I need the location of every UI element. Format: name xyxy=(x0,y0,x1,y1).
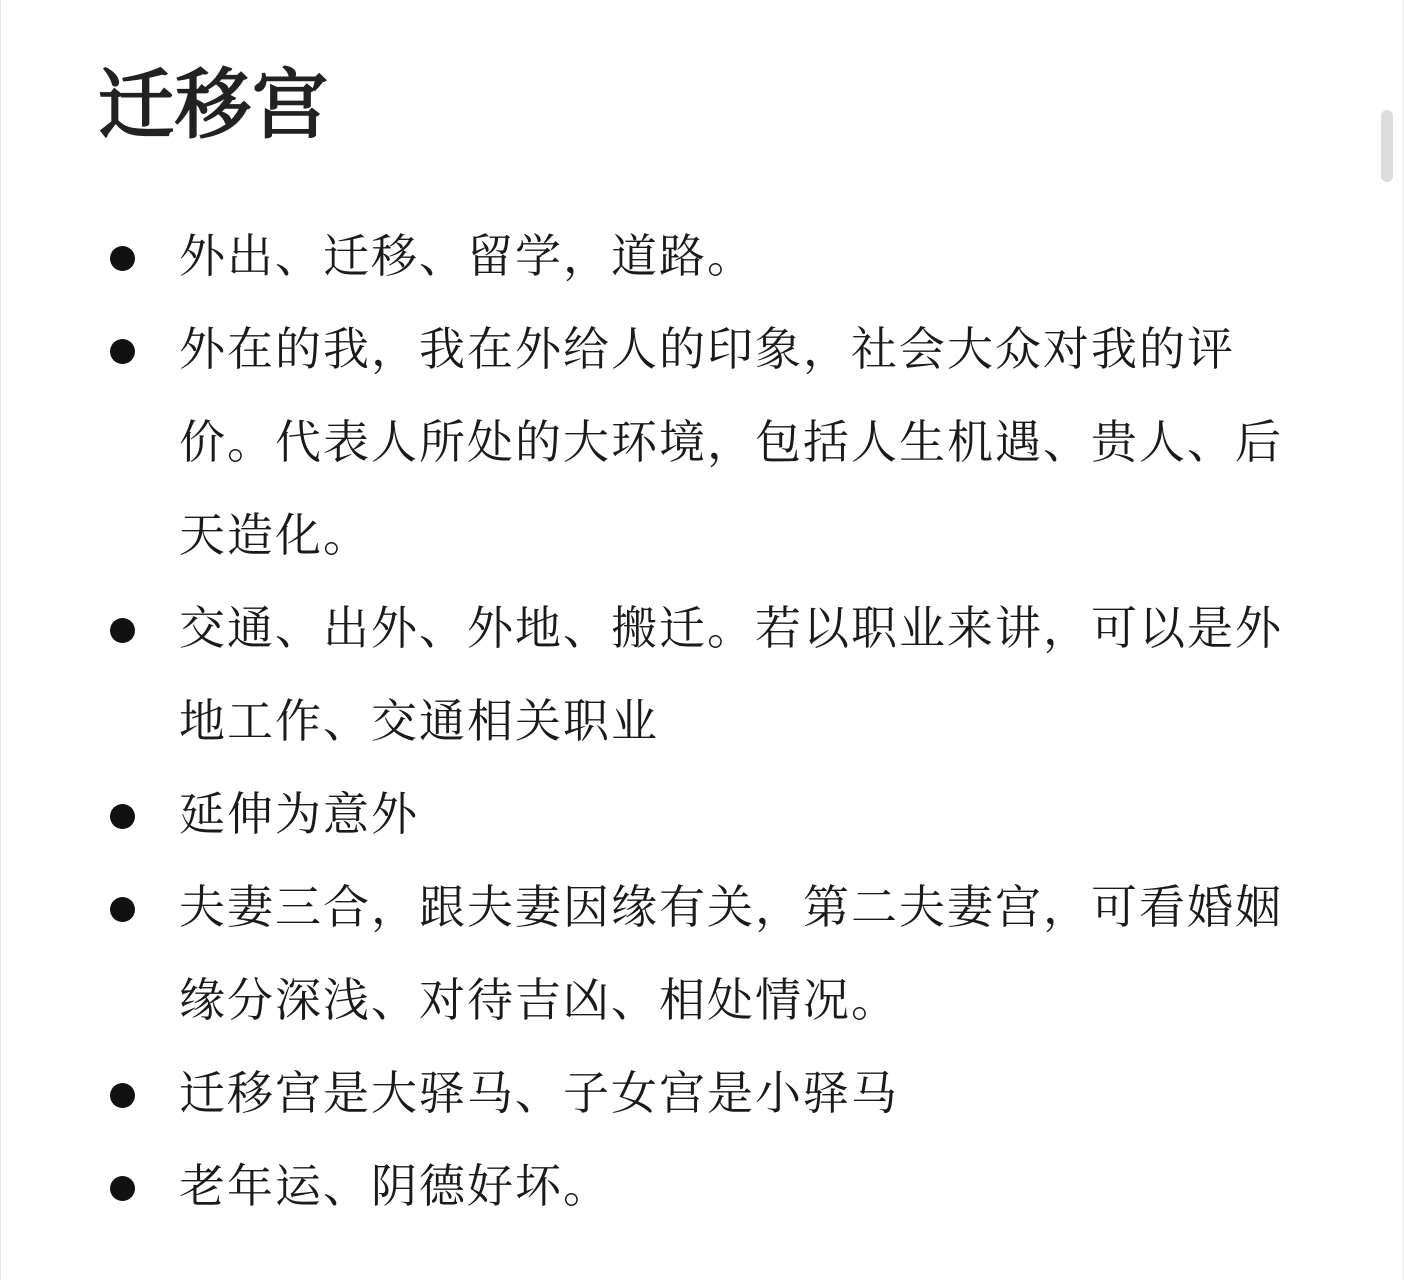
page-title: 迁移宫 xyxy=(98,60,329,149)
bullet-icon xyxy=(110,339,135,364)
list-item-text: 交通、出外、外地、搬迁。若以职业来讲，可以是外地工作、交通相关职业 xyxy=(179,601,1283,748)
list-item xyxy=(1,303,1404,582)
list-item-text: 夫妻三合，跟夫妻因缘有关，第二夫妻宫，可看婚姻缘分深浅、对待吉凶、相处情况。 xyxy=(179,880,1283,1027)
bullet-list xyxy=(1,210,1404,1233)
bullet-icon xyxy=(110,804,135,829)
bullet-icon xyxy=(110,246,135,271)
bullet-icon xyxy=(110,897,135,922)
list-item xyxy=(1,210,1404,303)
list-item-text: 老年运、阴德好坏。 xyxy=(179,1159,611,1213)
list-item-text: 外出、迁移、留学，道路。 xyxy=(179,229,755,283)
scrollbar-thumb[interactable] xyxy=(1381,110,1393,182)
list-item xyxy=(1,1140,1404,1233)
list-item-text: 延伸为意外 xyxy=(179,787,419,841)
bullet-icon xyxy=(110,1083,135,1108)
list-item xyxy=(1,861,1404,1047)
bullet-icon xyxy=(110,618,135,643)
list-item-text: 外在的我，我在外给人的印象，社会大众对我的评价。代表人所处的大环境，包括人生机遇、贵人、后天造化。 xyxy=(179,322,1283,562)
list-item-text: 迁移宫是大驿马、子女宫是小驿马 xyxy=(179,1066,899,1120)
bullet-icon xyxy=(110,1176,135,1201)
list-item xyxy=(1,582,1404,768)
list-item xyxy=(1,768,1404,861)
list-item xyxy=(1,1047,1404,1140)
